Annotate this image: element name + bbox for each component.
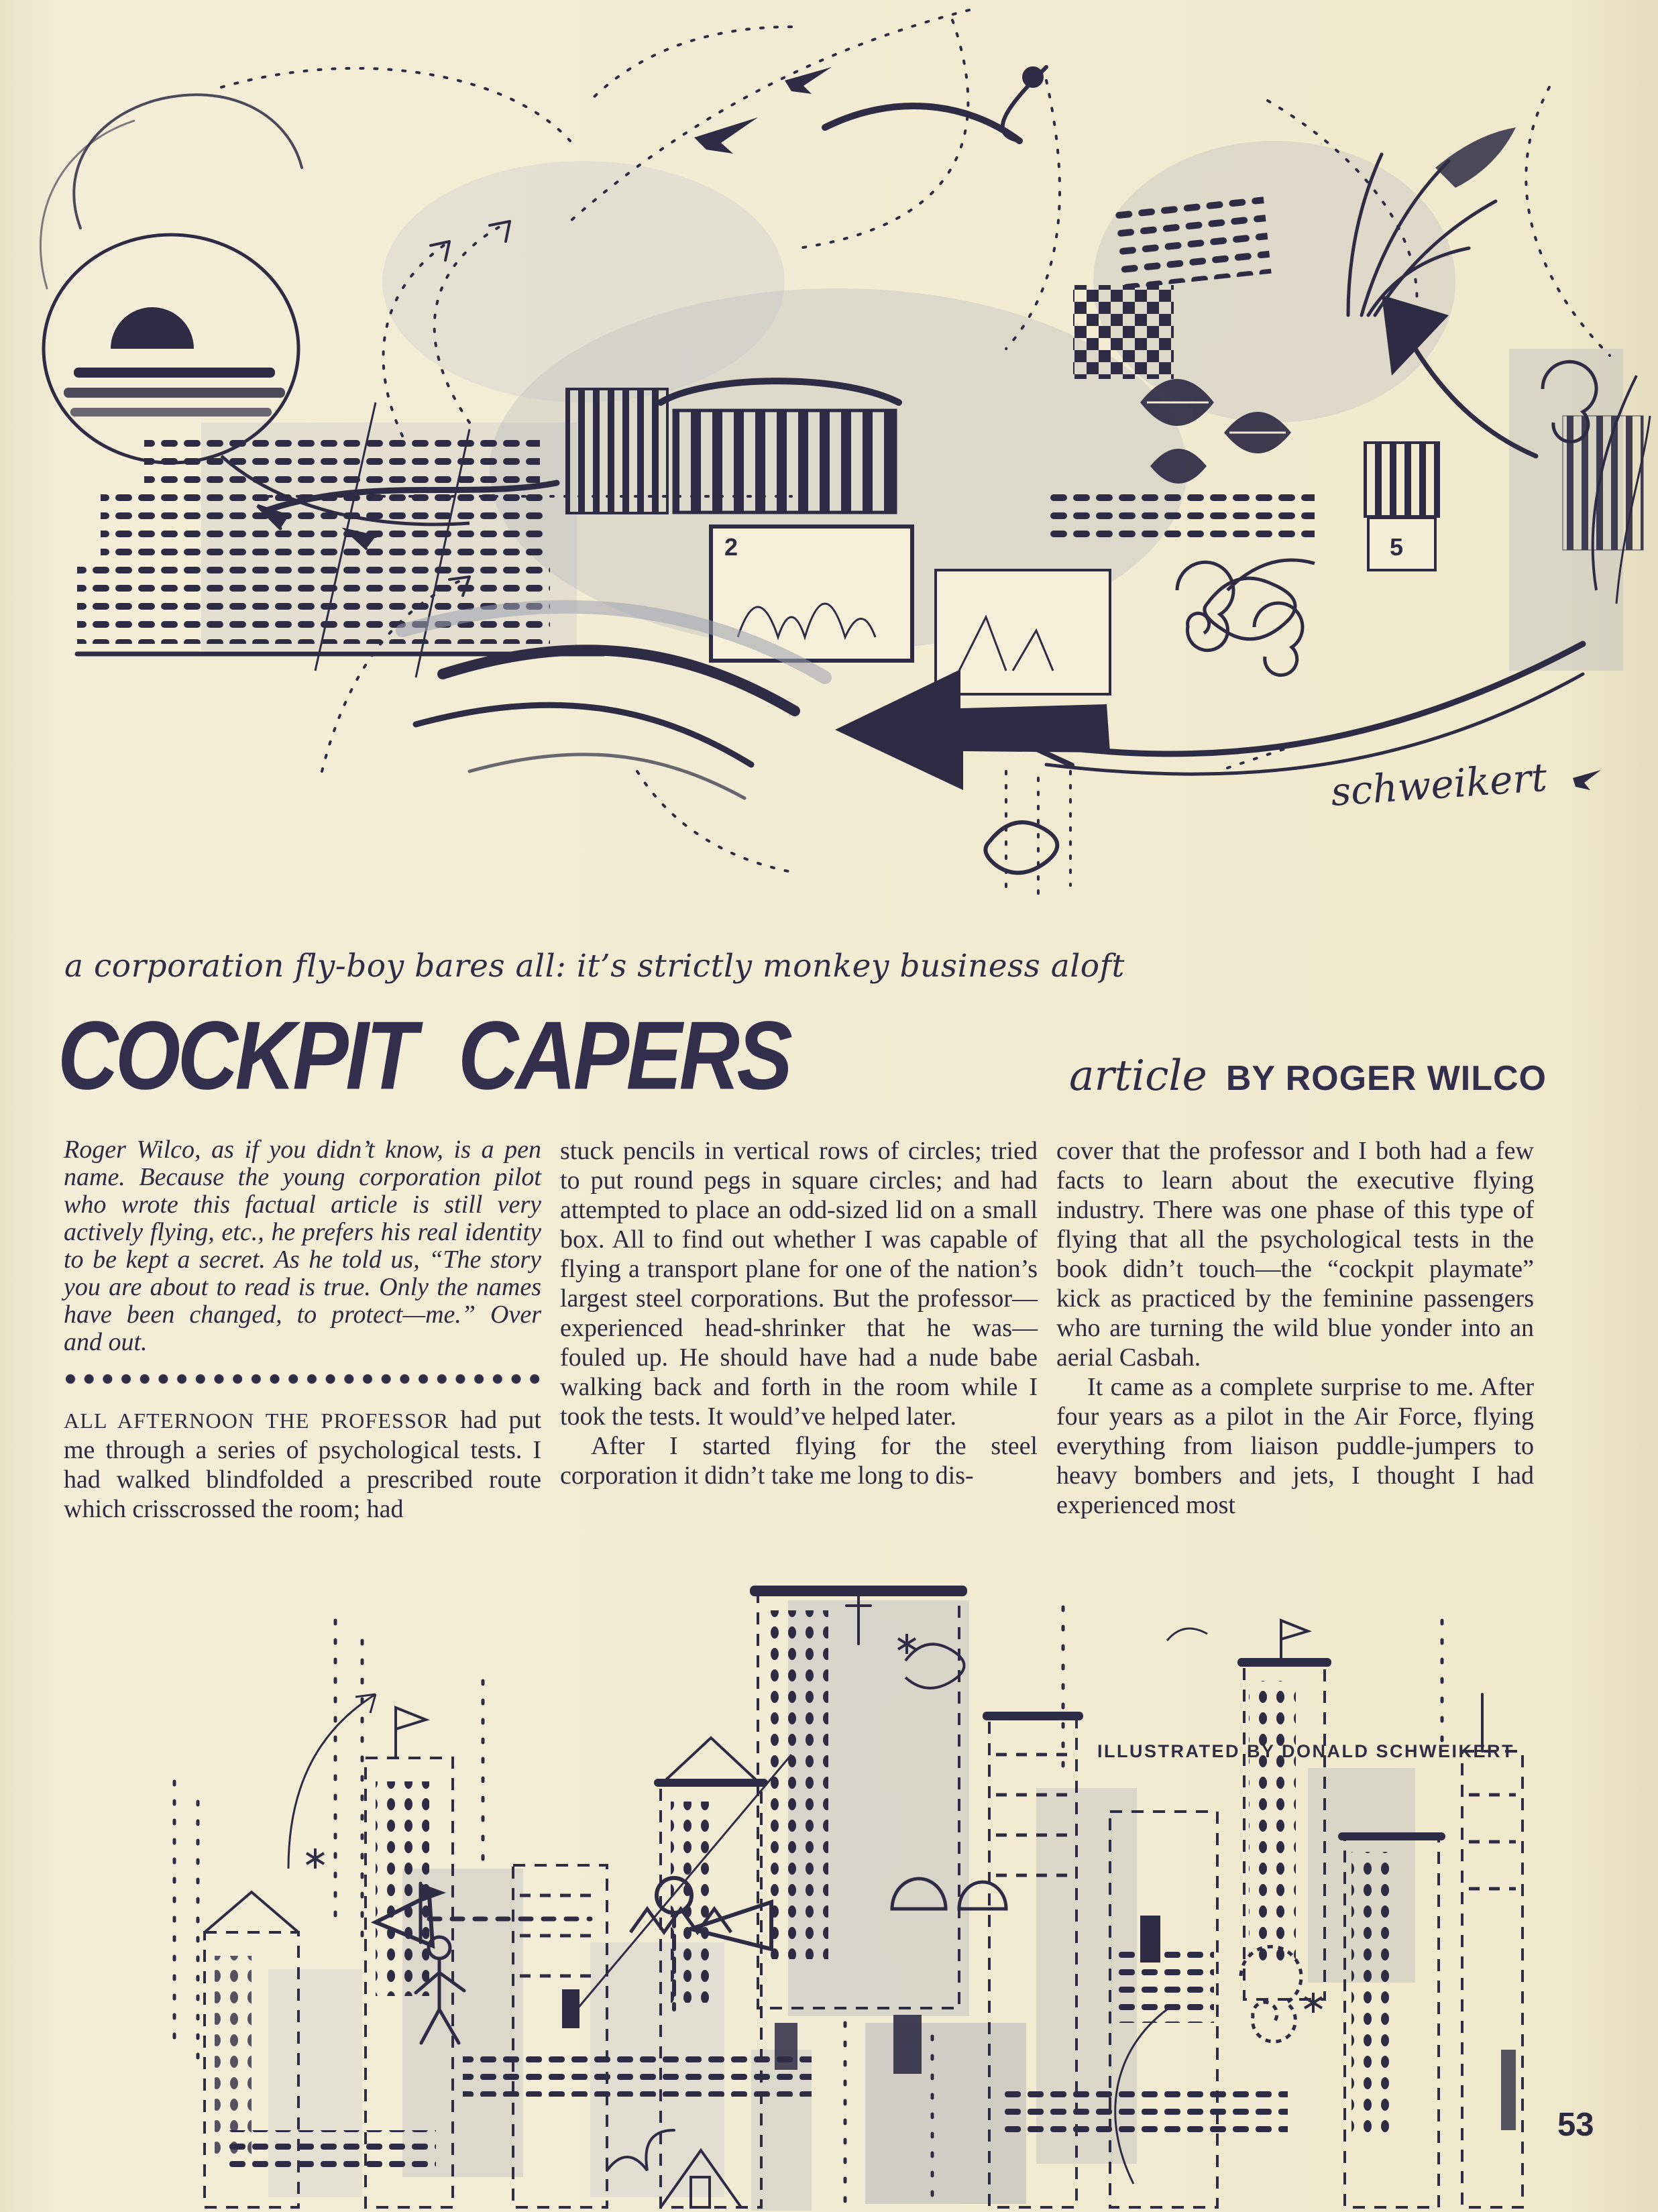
byline-kicker: article — [1068, 1051, 1207, 1100]
article-paragraph — [64, 1405, 541, 1524]
dotted-separator — [65, 1374, 540, 1385]
bottom-cityscape-illustration — [0, 1580, 1658, 2212]
article-paragraph: cover that the professor and I both had a few facts to learn about the executive flying industry. There was one phase of this type of flying that all the psychological tests in the book didn’t touch—the “cockpit playmate” kick as practiced by the feminine passengers who are turning the wild blue yonder into an aerial Casbah. — [1056, 1137, 1534, 1372]
article-paragraph: stuck pencils in vertical rows of circles; tried to put round pegs in square circles; and had attempted to place an odd-sized lid on a small box. All to find out whether I was capable of flying a transport plane for one of the nation’s largest steel corporations. But the professor—experienced head-shrinker that he was—fouled up. He should have had a nude babe walking back and forth in the room while I took the tests. It would’ve helped later. — [560, 1137, 1038, 1431]
paragraph-text: had put me through a series of psychological tests. I had walked blindfolded a prescribed route which crisscrossed the room; had — [64, 1406, 541, 1523]
article-columns — [64, 1136, 1534, 1524]
byline-author: BY ROGER WILCO — [1225, 1059, 1547, 1098]
illustration-label-2: 2 — [724, 533, 738, 561]
column-1 — [64, 1136, 541, 1524]
top-abstract-illustration — [0, 0, 1658, 939]
illustrator-credit: ILLUSTRATED BY DONALD SCHWEIKERT — [1097, 1741, 1514, 1761]
page-number: 53 — [1557, 2107, 1594, 2143]
artist-signature: schweikert — [1329, 754, 1549, 815]
intro-paragraph: Roger Wilco, as if you didn’t know, is a pen name. Because the young corporation pilot who wrote this factual article is still very actively flying, etc., he prefers his real identity to be kept a secret. As he told us, “The story you are about to read is true. Only the names have been changed, to protect—me.” Over and out. — [64, 1136, 541, 1356]
column-3 — [1056, 1136, 1534, 1524]
paragraph-lead-caps: ALL AFTERNOON THE PROFESSOR — [64, 1408, 449, 1433]
byline — [1068, 1051, 1547, 1100]
column-2 — [560, 1136, 1038, 1524]
article-tagline: a corporation fly-boy bares all: it’s strictly monkey business aloft — [64, 948, 1125, 985]
article-title: COCKPIT CAPERS — [58, 1001, 790, 1110]
article-paragraph: After I started flying for the steel corporation it didn’t take me long to dis- — [560, 1432, 1038, 1490]
article-paragraph: It came as a complete surprise to me. After four years as a pilot in the Air Force, flying everything from liaison puddle-jumpers to heavy bombers and jets, I thought I had experienced most — [1056, 1373, 1534, 1519]
illustration-label-5: 5 — [1390, 533, 1404, 561]
